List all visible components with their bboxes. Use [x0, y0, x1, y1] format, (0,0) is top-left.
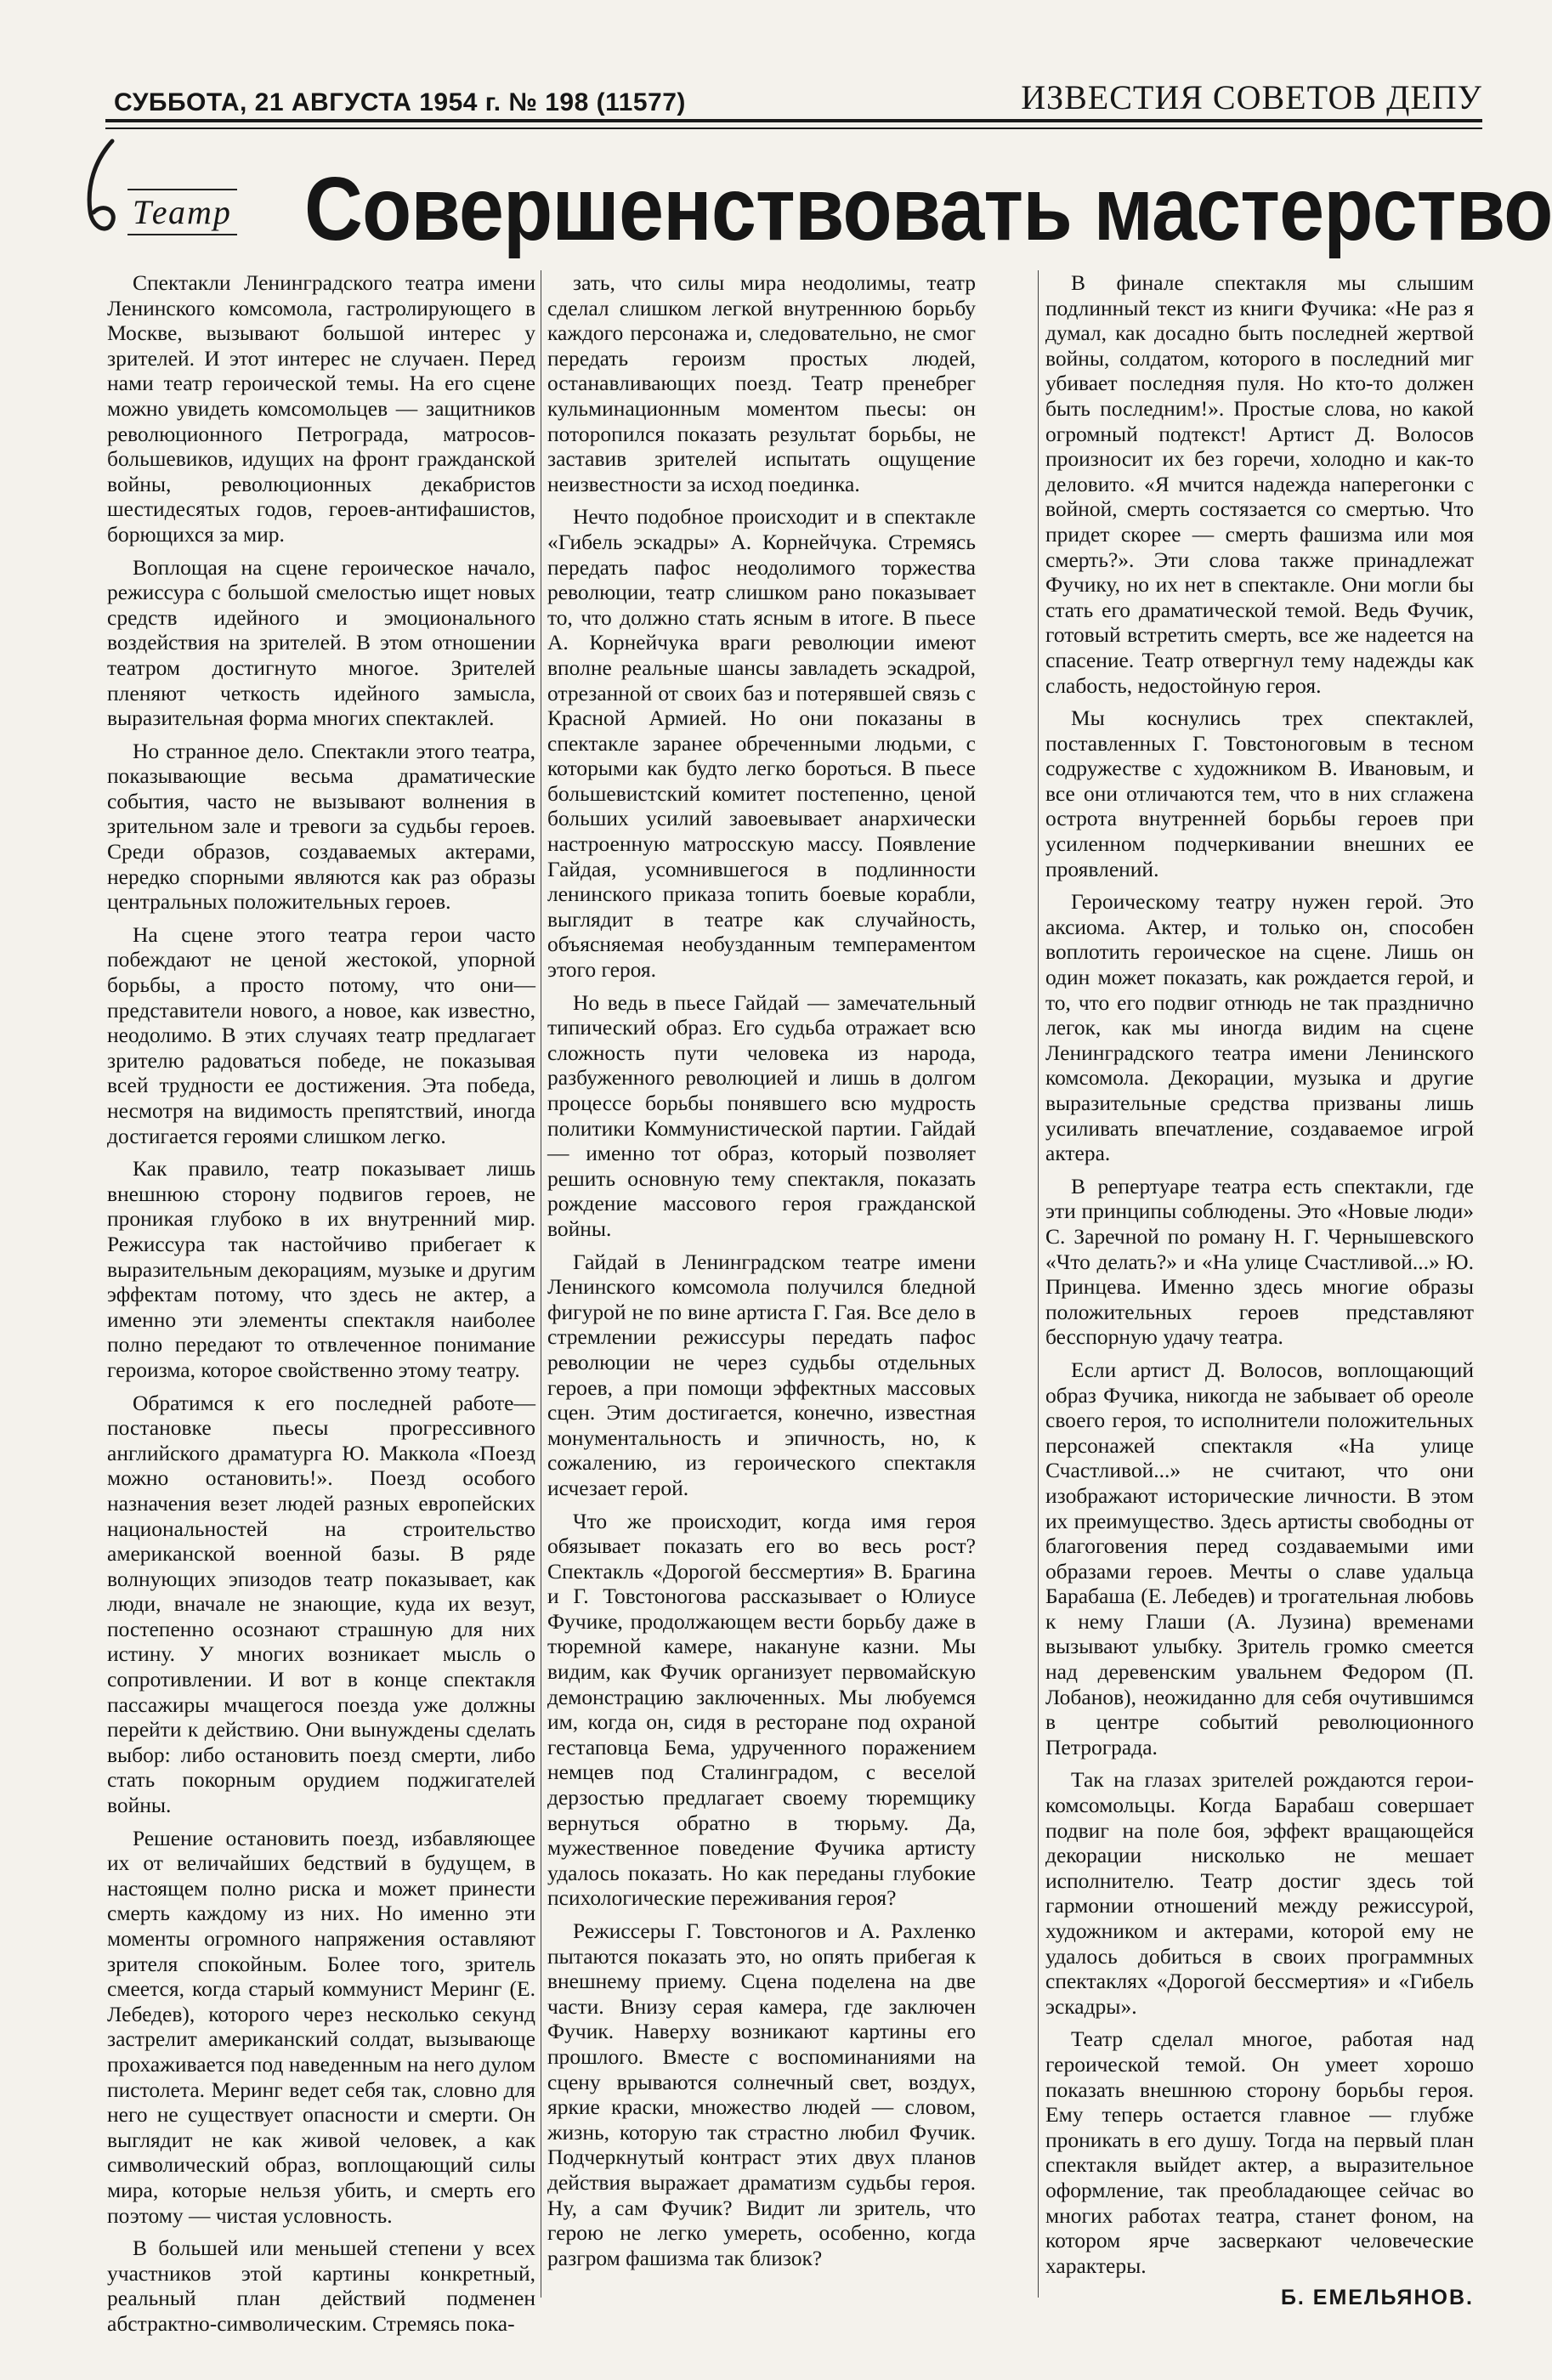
article-paragraph: Нечто подобное происходит и в спектакле «Гибель эскадры» А. Корнейчука. Стремясь передать пафос неодолимого торжества революции, театр слишком рано показывает то, что должно стать ясным в итоге. В пьесе А. Корнейчука враги революции имеют вполне реальные шансы завладеть эскадрой, отрезанной от своих баз и потерявшей связь с Красной Армией. Но они показаны в спектакле заранее обреченными людьми, с которыми как будто легко бороться. В пьесе большевистский комитет постепенно, ценой больших усилий завоевывает анархически настроенную матросскую массу. Появление Гайдая, усомнившегося в подлинности ленинского приказа топить боевые корабли, выглядит в театре как случайность, объясняемая необузданным темпераментом этого героя. [547, 504, 976, 983]
article-paragraph: Так на глазах зрителей рождаются герои-комсомольцы. Когда Барабаш совершает подвиг на поле боя, эффект вращающейся декорации нисколько не мешает исполнителю. Театр достиг здесь той гармонии отношений между режиссурой, художником и актерами, которой ему не удалось добиться в своих программных спектаклях «Дорогой бессмертия» и «Гибель эскадры». [1045, 1767, 1474, 2019]
article-paragraph: Если артист Д. Волосов, воплощающий образ Фучика, никогда не забывает об ореоле своего героя, то исполнители положительных персонажей спектакля «На улице Счастливой...» не считают, что они изображают исторические личности. В этом их преимущество. Здесь артисты свободны от благоговения перед создаваемыми ими образами героев. Мечты о славе удальца Барабаша (Е. Лебедев) и трогательная любовь к нему Глаши (А. Лузина) временами вызывают улыбку. Зритель громко смеется над деревенским увальнем Федором (П. Лобанов), неожиданно для себя очутившимся в центре событий революционного Петрограда. [1045, 1357, 1474, 1760]
top-rule [105, 119, 1482, 122]
dateline: СУББОТА, 21 АВГУСТА 1954 г. № 198 (11577) [114, 88, 686, 116]
article-paragraph: Решение остановить поезд, избавляющее их от величайших бедствий в будущем, в настоящем полно риска и может принести смерть каждому из них. Но именно эти моменты огромного напряжения оставляют зрителя спокойным. Более того, зритель смеется, когда старый коммунист Меринг (Е. Лебедев), которого через несколько секунд застрелит американский солдат, вызывающе прохаживается под наведенным на него дулом пистолета. Меринг ведет себя так, словно для него не существует опасности и смерти. Он выглядит не как живой человек, а как символический образ, воплощающий силы мира, которые нельзя убить, и смерть его поэтому — чистая условность. [107, 1825, 535, 2228]
article-column-2 [547, 270, 976, 2298]
column-divider [1038, 270, 1039, 2298]
section-rubric: Театр [127, 189, 237, 235]
masthead [114, 78, 1482, 117]
article-paragraph: В большей или меньшей степени у всех участников этой картины конкретный, реальный план действий подменен абстрактно-символическим. Стремясь пока- [107, 2236, 535, 2336]
article-paragraph: В финале спектакля мы слышим подлинный текст из книги Фучика: «Не раз я думал, как досадно быть последней жертвой войны, солдатом, которого в последний миг убивает последняя пуля. Но кто-то должен быть последним!». Простые слова, но какой огромный подтекст! Артист Д. Волосов произносит их без горечи, холодно и как-то деловито. «Я мчится надежда наперегонки с войной, смерть состязается со смертью. Что придет скорее — смерть фашизма или моя смерть?». Эти слова также принадлежат Фучику, но их нет в спектакле. Они могли бы стать его драматической темой. Ведь Фучик, готовый встретить смерть, все же надеется на спасение. Театр отвергнул тему надежды как слабость, недостойную героя. [1045, 270, 1474, 698]
rubric-ornament-icon [78, 134, 126, 253]
article-paragraph: Героическому театру нужен герой. Это аксиома. Актер, и только он, способен воплотить героическое на сцене. Лишь он один может показать, как рождается герой, и то, что его подвиг отнюдь не так празднично легок, как мы иногда видим на сцене Ленинградского театра имени Ленинского комсомола. Декорации, музыка и другие выразительные средства призваны лишь усиливать впечатление, создаваемое игрой актера. [1045, 889, 1474, 1166]
article-paragraph: Что же происходит, когда имя героя обязывает показать его во весь рост? Спектакль «Дорогой бессмертия» В. Брагина и Г. Товстоногова рассказывает о Юлиусе Фучике, продолжающем вести борьбу даже в тюремной камере, накануне казни. Мы видим, как Фучик организует первомайскую демонстрацию заключенных. Мы любуемся им, когда он, сидя в ресторане под охраной гестаповца Бема, удрученного поражением немцев под Сталинградом, с веселой дерзостью предлагает своему тюремщику вернуться обратно в тюрьму. Да, мужественное поведение Фучика артисту удалось показать. Но как переданы глубокие психологические переживания героя? [547, 1508, 976, 1911]
article-column-1 [107, 270, 535, 2336]
article-paragraph: Гайдай в Ленинградском театре имени Ленинского комсомола получился бледной фигурой не по вине артиста Г. Гая. Все дело в стремлении режиссуры передать пафос революции не через судьбы отдельных героев, а при помощи эффектных массовых сцен. Этим достигается, конечно, известная монументальность и эпичность, но, к сожалению, из героического спектакля исчезает герой. [547, 1249, 976, 1500]
article-paragraph: Театр сделал многое, работая над героической темой. Он умеет хорошо показать внешнюю сторону борьбы героя. Ему теперь остается главное — глубже проникать в его душу. Тогда на первый план спектакля выйдет актер, а выразительное оформление, так преобладающее сейчас во многих работах театра, станет фоном, на котором ярче засверкают человеческие характеры. [1045, 2026, 1474, 2278]
article-paragraph: Спектакли Ленинградского театра имени Ленинского комсомола, гастролирующего в Москве, вызывают большой интерес у зрителей. И этот интерес не случаен. Перед нами театр героической темы. На его сцене можно увидеть комсомольцев — защитников революционного Петрограда, матросов-большевиков, идущих на фронт гражданской войны, революционных декабристов шестидесятых годов, героев-антифашистов, борющихся за мир. [107, 270, 535, 547]
article-paragraph: Как правило, театр показывает лишь внешнюю сторону подвигов героев, не проникая глубоко в их внутренний мир. Режиссура так настойчиво прибегает к выразительным декорациям, музыке и другим эффектам потому, что здесь не актер, а именно эти элементы спектакля наиболее полно передают то отвлеченное понимание героизма, которое свойственно этому театру. [107, 1156, 535, 1382]
top-rule-thin [105, 128, 1482, 129]
article-column-3 [1045, 270, 1474, 2310]
article-paragraph: В репертуаре театра есть спектакли, где эти принципы соблюдены. Это «Новые люди» С. Заречной по роману Н. Г. Чернышевского «Что делать?» и «На улице Счастливой...» Ю. Принцева. Именно здесь многие образы положительных героев представляют бесспорную удачу театра. [1045, 1173, 1474, 1350]
article-paragraph: Режиссеры Г. Товстоногов и А. Рахленко пытаются показать это, но опять прибегая к внешнему приему. Сцена поделена на две части. Внизу серая камера, где заключен Фучик. Наверху возникают картины его прошлого. Вместе с воспоминаниями на сцену врываются солнечный свет, воздух, яркие краски, множество людей — словом, жизнь, которую так страстно любил Фучик. Подчеркнутый контраст этих двух планов действия выражает драматизм судьбы героя. Ну, а сам Фучик? Видит ли зритель, что герою не легко умереть, особенно, когда разгром фашизма так близок? [547, 1918, 976, 2270]
author-byline: Б. ЕМЕЛЬЯНОВ. [1280, 2286, 1474, 2310]
article-paragraph: Обратимся к его последней работе—постановке пьесы прогрессивного английского драматурга Ю. Маккола «Поезд можно остановить!». Поезд особого назначения везет людей разных европейских национальностей на строительство американской военной базы. В ряде волнующих эпизодов театр показывает, как люди, вначале не знающие, куда их везут, постепенно осознают страшную для них истину. У многих возникает мысль о сопротивлении. И вот в конце спектакля пассажиры мчащегося поезда уже должны перейти к действию. Они вынуждены сделать выбор: либо остановить поезд смерти, либо стать покорным орудием поджигателей войны. [107, 1390, 535, 1818]
newspaper-name: ИЗВЕСТИЯ СОВЕТОВ ДЕПУ [1021, 78, 1482, 116]
article-paragraph: Но странное дело. Спектакли этого театра, показывающие весьма драматические события, часто не вызывают волнения в зрительном зале и тревоги за судьбы героев. Среди образов, создаваемых актерами, нередко спорными являются как раз образы центральных положительных героев. [107, 738, 535, 915]
article-paragraph: Мы коснулись трех спектаклей, поставленных Г. Товстоноговым в тесном содружестве с художником В. Ивановым, и все они отличаются тем, что в них сглажена острота внутренней борьбы героев при усиленном подчеркивании внешних ее проявлений. [1045, 706, 1474, 881]
article-paragraph: На сцене этого театра герои часто побеждают не ценой жестокой, упорной борьбы, а просто потому, что они—представители нового, а новое, как известно, неодолимо. В этих случаях театр предлагает зрителю радоваться победе, не показывая всей трудности ее достижения. Эта победа, несмотря на видимость препятствий, иногда достигается героями слишком легко. [107, 921, 535, 1148]
article-headline: Совершенствовать мастерство [304, 159, 1552, 259]
article-paragraph: Но ведь в пьесе Гайдай — замечательный типический образ. Его судьба отражает всю сложность пути человека из народа, разбуженного революцией и лишь в долгом процессе борьбы понявшего всю мудрость политики Коммунистической партии. Гайдай — именно тот образ, который позволяет решить основную тему спектакля, показать рождение массового героя гражданской войны. [547, 989, 976, 1241]
article-paragraph: зать, что силы мира неодолимы, театр сделал слишком легкой внутреннюю борьбу каждого персонажа и, следовательно, не смог передать героизм простых людей, останавливающих поезд. Театр пренебрег кульминационным моментом пьесы: он поторопился показать результат борьбы, не заставив зрителей испытать ощущение неизвестности за исход поединка. [547, 270, 976, 496]
article-paragraph: Воплощая на сцене героическое начало, режиссура с большой смелостью ищет новых средств идейного и эмоционального воздействия на зрителей. В этом отношении театром достигнуто многое. Зрителей пленяют четкость идейного замысла, выразительная форма многих спектаклей. [107, 554, 535, 731]
